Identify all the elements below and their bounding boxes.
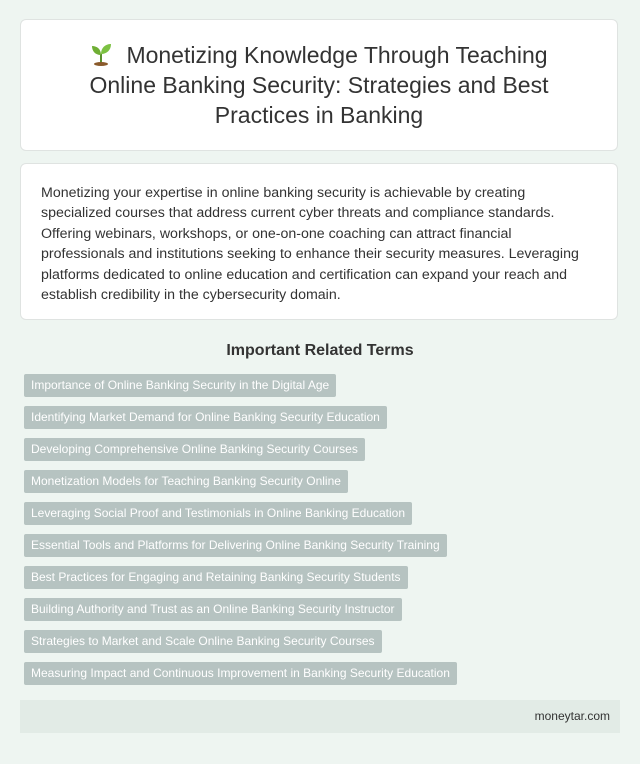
footer [20, 700, 620, 733]
related-term-tag[interactable]: Importance of Online Banking Security in the Digital Age [24, 374, 336, 397]
related-term-tag[interactable]: Best Practices for Engaging and Retaining Banking Security Students [24, 566, 408, 589]
page-title-text: Monetizing Knowledge Through Teaching Online Banking Security: Strategies and Best Practices in Banking [89, 42, 549, 128]
sprout-icon [90, 42, 112, 66]
related-term-tag[interactable]: Building Authority and Trust as an Online Banking Security Instructor [24, 598, 402, 621]
related-term-tag[interactable]: Strategies to Market and Scale Online Banking Security Courses [24, 630, 382, 653]
related-term-tag[interactable]: Identifying Market Demand for Online Banking Security Education [24, 406, 387, 429]
related-term-tag[interactable]: Measuring Impact and Continuous Improvement in Banking Security Education [24, 662, 457, 685]
related-term-tag[interactable]: Developing Comprehensive Online Banking Security Courses [24, 438, 365, 461]
intro-paragraph: Monetizing your expertise in online banking security is achievable by creating specialized courses that address current cyber threats and compliance standards. Offering webinars, workshops, or one-on-one coaching can attract financial professionals and institutions seeking to enhance their security measures. Leveraging platforms dedicated to online education and certification can expand your reach and establish credibility in the cybersecurity domain. [41, 185, 579, 304]
title-card [20, 19, 618, 151]
related-term-tag[interactable]: Essential Tools and Platforms for Delivering Online Banking Security Training [24, 534, 447, 557]
related-terms-heading: Important Related Terms [226, 342, 414, 359]
page-title [59, 40, 579, 130]
footer-site-link[interactable]: moneytar.com [534, 709, 610, 723]
intro-card [20, 163, 618, 320]
related-term-tag[interactable]: Monetization Models for Teaching Banking Security Online [24, 470, 348, 493]
related-terms-list [24, 374, 457, 694]
related-term-tag[interactable]: Leveraging Social Proof and Testimonials in Online Banking Education [24, 502, 412, 525]
